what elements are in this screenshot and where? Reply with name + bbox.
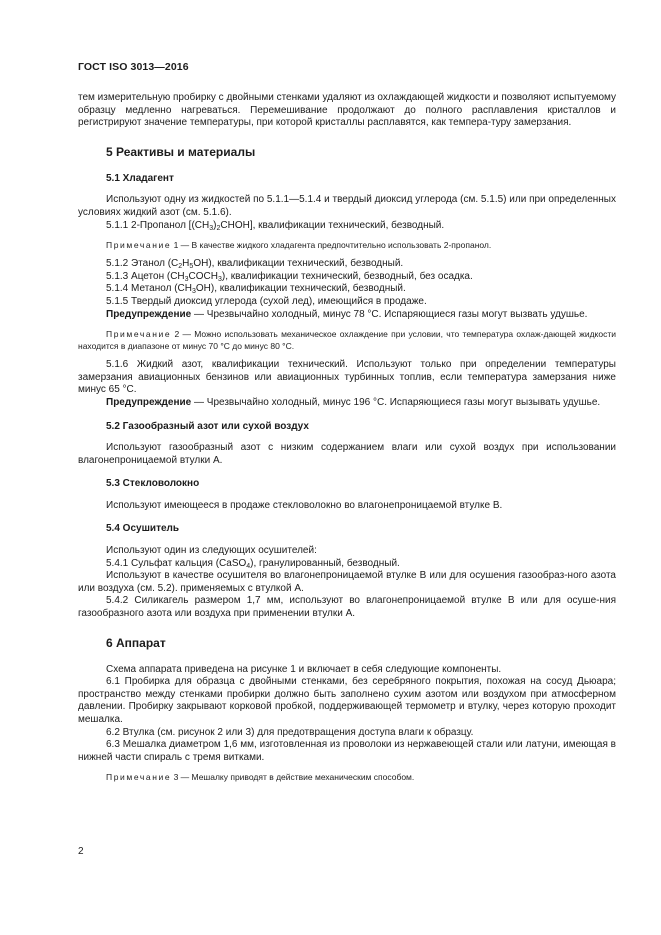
section-5-2-title: 5.2 Газообразный азот или сухой воздух [106,420,309,432]
item-5-1-4: 5.1.4 Метанол $(CH_3OH)$, квалификации технический, безводный. [106,283,406,296]
item-5-1-5: 5.1.5 Твердый диоксид углерода (сухой лед), имеющийся в продаже. [106,295,427,307]
item-6-2: 6.2 Втулка (см. рисунок 2 или 3) для предотвращения доступа влаги к образцу. [106,726,474,738]
section-5-1-title: 5.1 Хладагент [106,172,174,184]
section-5-3-paragraph: Используют имеющееся в продаже стекловолокно во влагонепроницаемой втулке В. [106,499,503,511]
section-5-2-paragraph: Используют газообразный азот с низким содержанием влаги или сухой воздух при использовании влагонепроницаемой втулки А. [78,442,616,466]
item-5-4-2: 5.4.2 Силикагель размером 1,7 мм, используют во влагонепроницаемой втулке В или для осуше-ния газообразного азота или воздуха при применении втулки А. [78,595,616,620]
page-number: 2 [78,846,84,857]
note-2: Примечание 2 — Можно использовать механическое охлаждение при условии, что температура охлаж-дающей жидкости находится в диапазоне от минус 70 °С до минус 80 °С. [78,329,616,352]
item-6-1: 6.1 Пробирка для образца с двойными стенками, без серебряного покрытия, похожая на сосуд Дьюара; пространство между стенками пробирки должно быть заполнено сухим азотом или воздухом при атмосферном давлении. Пробирку закрывают корковой пробкой, поддерживающей термометр и втулку, через которую проходит мешалка. [78,676,616,725]
item-5-1-6: 5.1.6 Жидкий азот, квалификации технический. Используют только при определении температуры замерзания авиационных бензинов или авиационных турбинных топлив, если температура замерзания ниже минус 65 °С. [78,359,616,396]
item-5-4-1: 5.4.1 Сульфат кальция (CaSO$_4$), гранулированный, безводный. [106,557,400,570]
section-5-3-title: 5.3 Стекловолокно [106,478,200,490]
section-5-4-title: 5.4 Осушитель [106,523,180,535]
warning-1: Предупреждение — Чрезвычайно холодный, минус 78 °С. Испаряющиеся газы могут вызвать удушье. [106,308,588,320]
note-3: Примечание 3 — Мешалку приводят в действие механическим способом. [106,772,415,783]
item-5-1-3: 5.1.3 Ацетон $(CH_3COCH_3)$, квалификации технический, безводный, без осадка. [106,270,473,283]
standard-header: ГОСТ ISO 3013—2016 [78,61,189,73]
item-5-1-1: 5.1.1 2-Пропанол $[(CH_3)_2CHOH]$, квалификации технический, безводный. [106,219,445,232]
section-6-title: 6 Аппарат [106,635,166,650]
item-6-3: 6.3 Мешалка диаметром 1,6 мм, изготовленная из проволоки из нержавеющей стали или латуни, имеющая в нижней части спираль с тремя витками. [78,739,616,763]
intro-paragraph: тем измерительную пробирку с двойными стенками удаляют из охлаждающей жидкости и позволяют испытуемому образцу медленно нагреваться. Перемешивание продолжают до полного расплавления кристаллов и регистрируют значение температуры, при которой кристаллы расплавятся, как темпера-туру замерзания. [78,92,616,129]
document-body [78,92,616,790]
section-6-paragraph: Схема аппарата приведена на рисунке 1 и включает в себя следующие компоненты. [106,663,502,675]
item-5-1-2: 5.1.2 Этанол $(C_2H_5OH)$, квалификации технический, безводный. [106,258,404,271]
section-5-4-paragraph: Используют один из следующих осушителей: [106,545,317,557]
section-5-4-paragraph-2: Используют в качестве осушителя во влагонепроницаемой втулке В или для осушения газообраз-ного азота или воздуха (см. 5.2). применяемых с втулкой А. [78,570,616,594]
section-5-1-paragraph: Используют одну из жидкостей по 5.1.1—5.1.4 и твердый диоксид углерода (см. 5.1.5) или при определенных условиях жидкий азот (см. 5.1.6). [78,194,616,218]
warning-2: Предупреждение — Чрезвычайно холодный, минус 196 °С. Испаряющиеся газы могут вызывать удушье. [106,396,601,408]
section-5-title: 5 Реактивы и материалы [106,144,256,159]
note-1: Примечание 1 — В качестве жидкого хладагента предпочтительно использовать 2-пропанол. [106,240,492,251]
